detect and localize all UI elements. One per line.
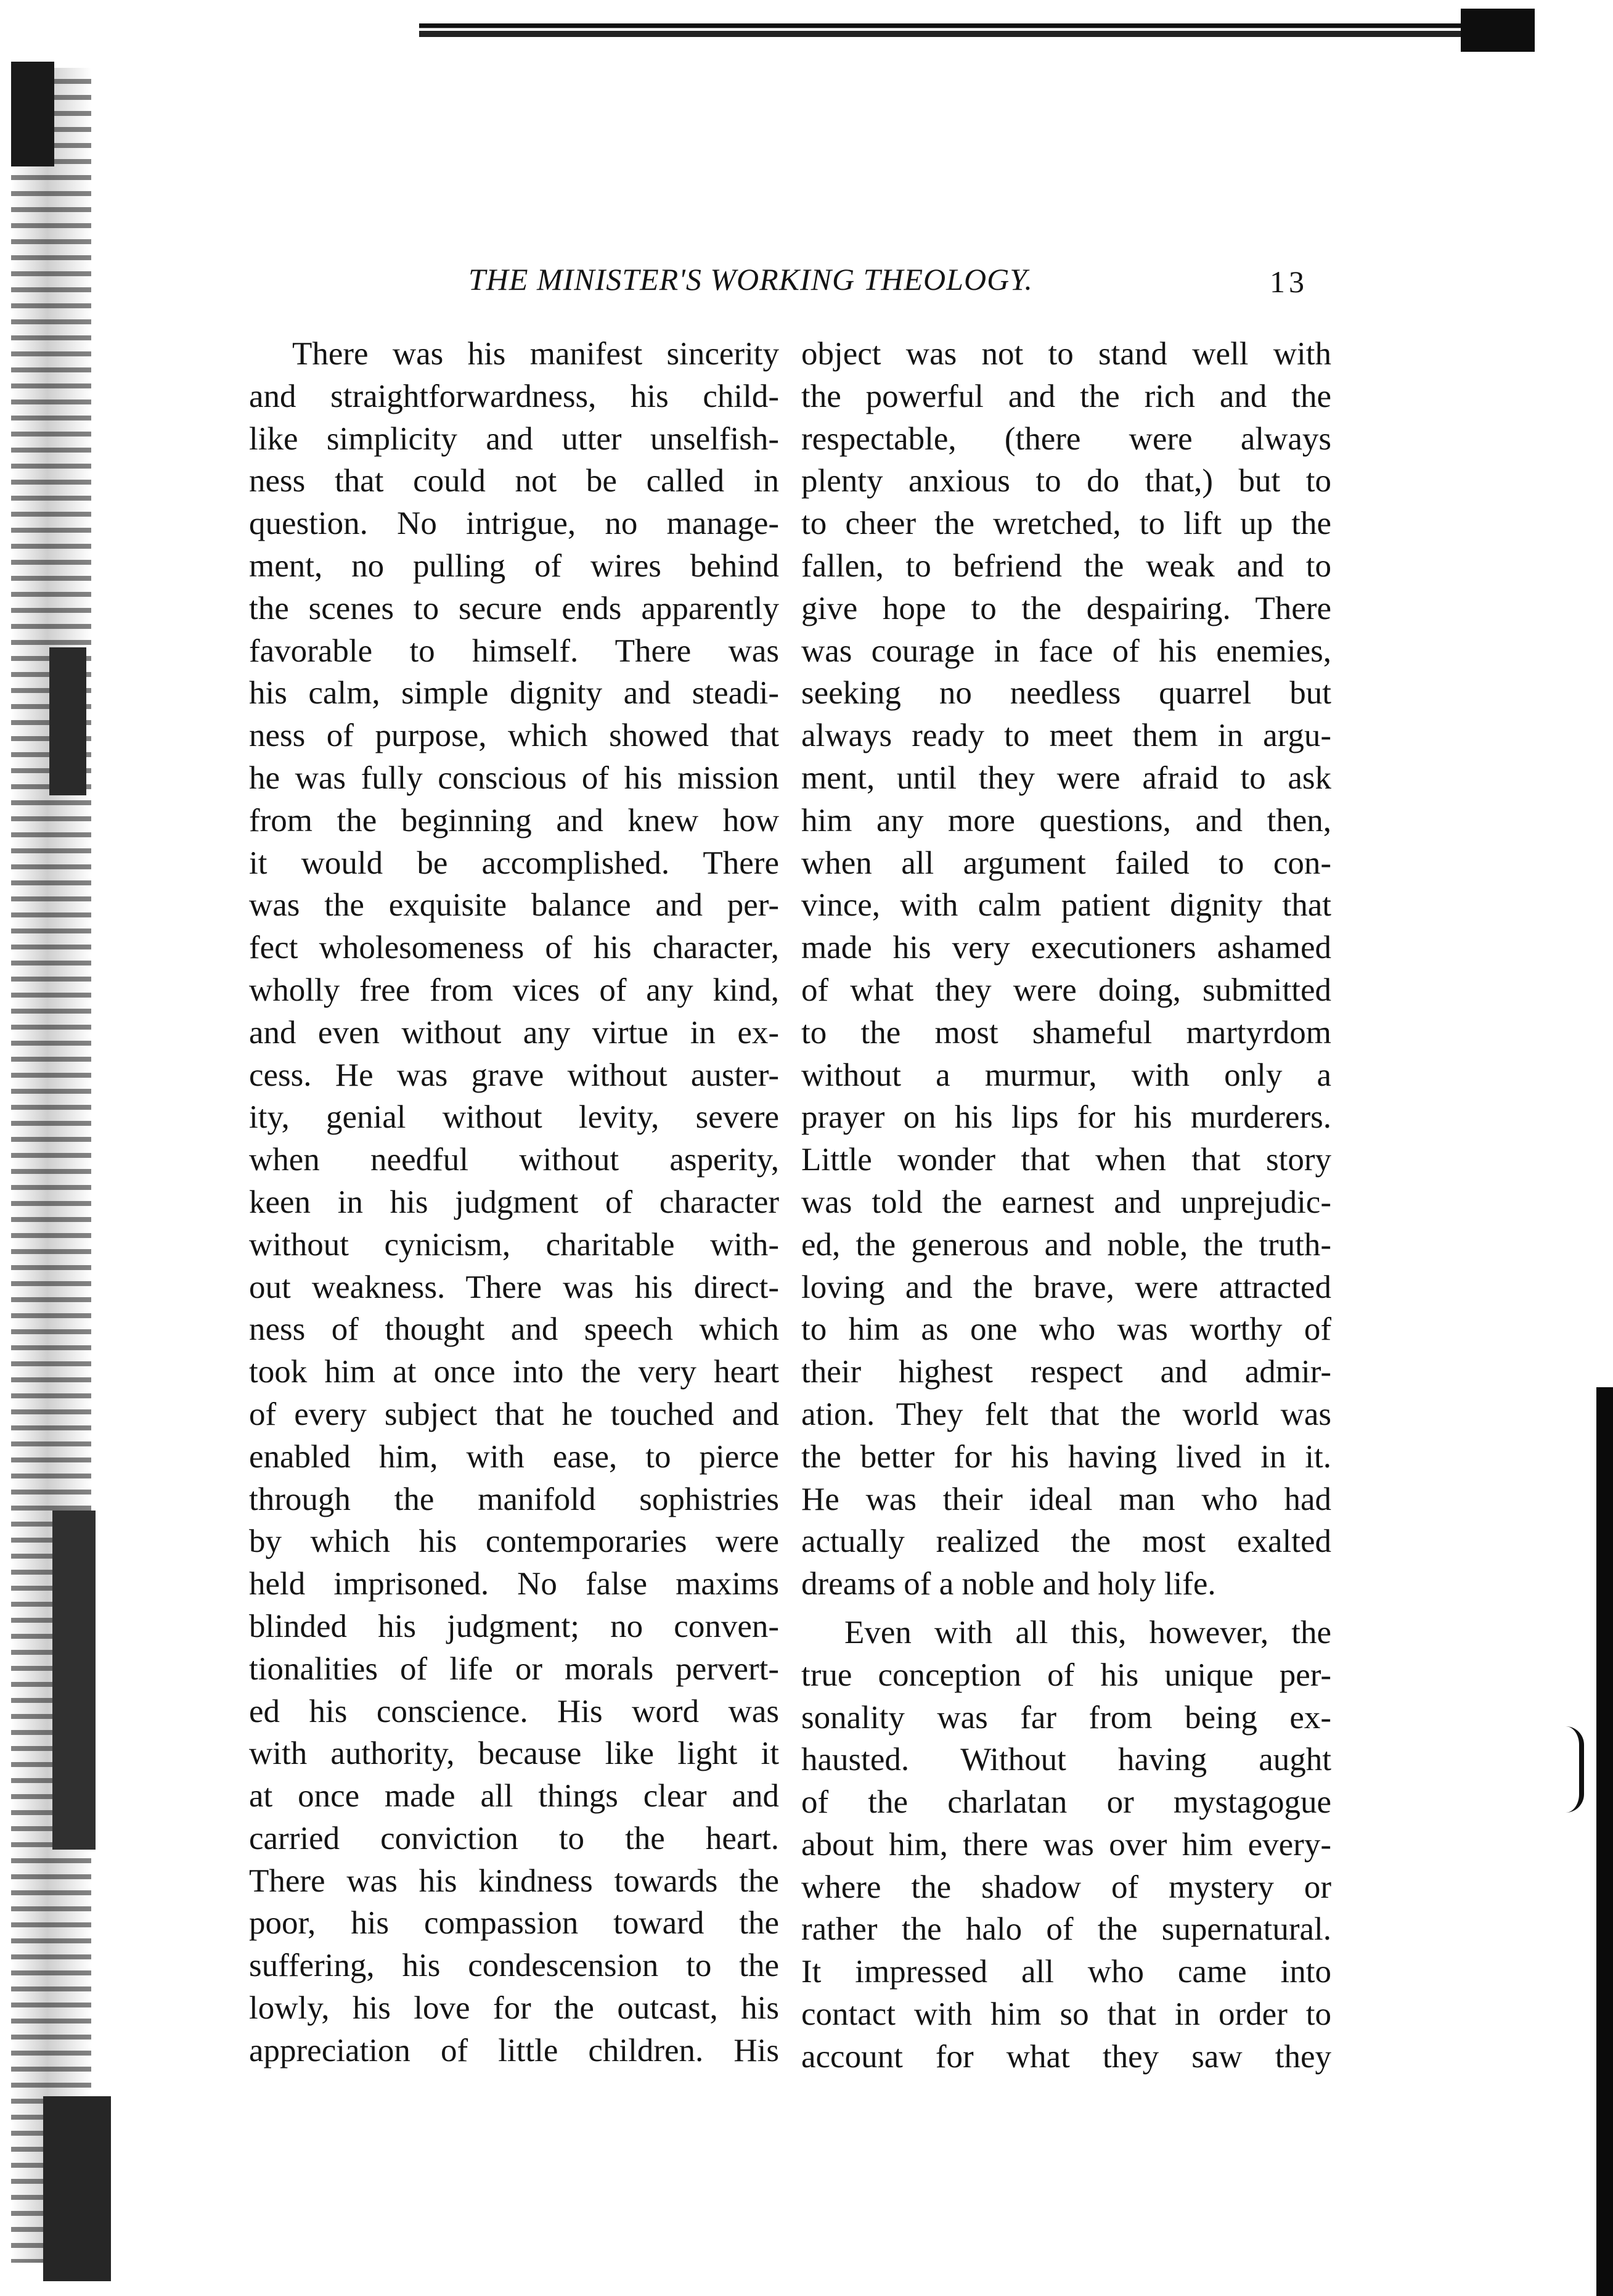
text-line: ness of thought and speech which [249, 1311, 779, 1348]
text-line: through the manifold sophistries [249, 1481, 779, 1517]
text-line: ation. They felt that the world was [801, 1396, 1331, 1432]
text-line: fallen, to befriend the weak and to [801, 547, 1331, 584]
text-line: respectable, (there were always [801, 420, 1331, 457]
text-line: actually realized the most exalted [801, 1523, 1331, 1560]
text-line: loving and the brave, were attracted [801, 1269, 1331, 1305]
page-number: 13 [1270, 264, 1308, 299]
text-line: fect wholesomeness of his character, [249, 930, 779, 966]
text-line: true conception of his unique per- [801, 1657, 1331, 1693]
text-line: it would be accomplished. There [249, 845, 779, 881]
text-line: was courage in face of his enemies, [801, 633, 1331, 669]
text-line: Even with all this, however, the [844, 1614, 1331, 1650]
text-line: rather the halo of the supernatural. [801, 1911, 1331, 1948]
text-line: when all argument failed to con- [801, 845, 1331, 881]
text-line: to the most shameful martyrdom [801, 1014, 1331, 1051]
text-line: and even without any virtue in ex- [249, 1014, 779, 1051]
text-line: suffering, his condescension to the [249, 1948, 779, 1984]
text-line: his calm, simple dignity and steadi- [249, 675, 779, 711]
text-line: with authority, because like light it [249, 1736, 779, 1772]
text-line: It impressed all who came into [801, 1954, 1331, 1990]
text-line: ness that could not be called in [249, 463, 779, 499]
text-line: ment, no pulling of wires behind [249, 547, 779, 584]
text-line: dreams of a noble and holy life. [801, 1566, 1216, 1602]
text-line: ity, genial without levity, severe [249, 1099, 779, 1136]
text-line: without a murmur, with only a [801, 1057, 1331, 1093]
text-line: poor, his compassion toward the [249, 1905, 779, 1941]
text-line: lowly, his love for the outcast, his [249, 1990, 779, 2027]
left-text-column [249, 333, 779, 2072]
text-line: of every subject that he touched and [249, 1396, 779, 1432]
text-line: and straightforwardness, his child- [249, 378, 779, 414]
text-line: There was his kindness towards the [249, 1863, 779, 1899]
text-line: where the shadow of mystery or [801, 1869, 1331, 1905]
right-text-column [801, 333, 1331, 2078]
text-line: give hope to the despairing. There [801, 590, 1331, 626]
text-line: to him as one who was worthy of [801, 1311, 1331, 1348]
text-line: to cheer the wretched, to lift up the [801, 506, 1331, 542]
text-line: always ready to meet them in argu- [801, 718, 1331, 754]
text-line: him any more questions, and then, [801, 802, 1331, 838]
text-line: tionalities of life or morals pervert- [249, 1650, 779, 1687]
text-line: keen in his judgment of character [249, 1184, 779, 1220]
text-line: carried conviction to the heart. [249, 1820, 779, 1856]
text-line: question. No intrigue, no manage- [249, 506, 779, 542]
text-line: wholly free from vices of any kind, [249, 972, 779, 1008]
text-line: ed his conscience. His word was [249, 1693, 779, 1729]
text-line: was the exquisite balance and per- [249, 887, 779, 924]
text-line: object was not to stand well with [801, 336, 1331, 372]
text-line: the powerful and the rich and the [801, 378, 1331, 414]
text-line: took him at once into the very heart [249, 1354, 779, 1390]
text-line: blinded his judgment; no conven- [249, 1608, 779, 1644]
text-line: at once made all things clear and [249, 1778, 779, 1814]
text-line: There was his manifest sincerity [292, 336, 779, 372]
text-line: ment, until they were afraid to ask [801, 760, 1331, 796]
text-line: appreciation of little children. His [249, 2032, 779, 2068]
text-line: enabled him, with ease, to pierce [249, 1438, 779, 1475]
text-line: from the beginning and knew how [249, 802, 779, 838]
text-line: he was fully conscious of his mission [249, 760, 779, 796]
text-line: favorable to himself. There was [249, 633, 779, 669]
text-line: out weakness. There was his direct- [249, 1269, 779, 1305]
top-scan-mark [1461, 9, 1535, 52]
text-line: sonality was far from being ex- [801, 1699, 1331, 1736]
text-line: hausted. Without having aught [801, 1742, 1331, 1778]
left-binding-mark [43, 2096, 111, 2281]
text-line: of the charlatan or mystagogue [801, 1784, 1331, 1821]
text-line: the better for his having lived in it. [801, 1438, 1331, 1475]
top-scan-rule [419, 23, 1529, 37]
running-head [0, 261, 1613, 311]
text-line: cess. He was grave without auster- [249, 1057, 779, 1093]
text-line: was told the earnest and unprejudic- [801, 1184, 1331, 1220]
text-line: seeking no needless quarrel but [801, 675, 1331, 711]
text-line: prayer on his lips for his murderers. [801, 1099, 1331, 1136]
text-line: when needful without asperity, [249, 1142, 779, 1178]
text-line: made his very executioners ashamed [801, 930, 1331, 966]
text-line: account for what they saw they [801, 2038, 1331, 2075]
text-line: He was their ideal man who had [801, 1481, 1331, 1517]
running-head-title: THE MINISTER'S WORKING THEOLOGY. [468, 262, 1033, 297]
text-line: held imprisoned. No false maxims [249, 1566, 779, 1602]
text-line: contact with him so that in order to [801, 1996, 1331, 2033]
text-line: the scenes to secure ends apparently [249, 590, 779, 626]
left-binding-mark [52, 1511, 96, 1850]
text-line: without cynicism, charitable with- [249, 1226, 779, 1263]
text-line: their highest respect and admir- [801, 1354, 1331, 1390]
text-line: like simplicity and utter unselfish- [249, 420, 779, 457]
text-line: ness of purpose, which showed that [249, 718, 779, 754]
text-line: vince, with calm patient dignity that [801, 887, 1331, 924]
left-binding-mark [11, 62, 54, 166]
text-line: plenty anxious to do that,) but to [801, 463, 1331, 499]
paragraph-gap [801, 1605, 1331, 1612]
left-binding-edge [11, 68, 91, 2263]
left-binding-mark [49, 647, 86, 795]
text-line: by which his contemporaries were [249, 1523, 779, 1560]
right-edge-mark [1566, 1726, 1584, 1813]
right-page-edge [1596, 1387, 1613, 2296]
text-line: ed, the generous and noble, the truth- [801, 1226, 1331, 1263]
text-line: about him, there was over him every- [801, 1826, 1331, 1863]
text-line: of what they were doing, submitted [801, 972, 1331, 1008]
text-line: Little wonder that when that story [801, 1142, 1331, 1178]
